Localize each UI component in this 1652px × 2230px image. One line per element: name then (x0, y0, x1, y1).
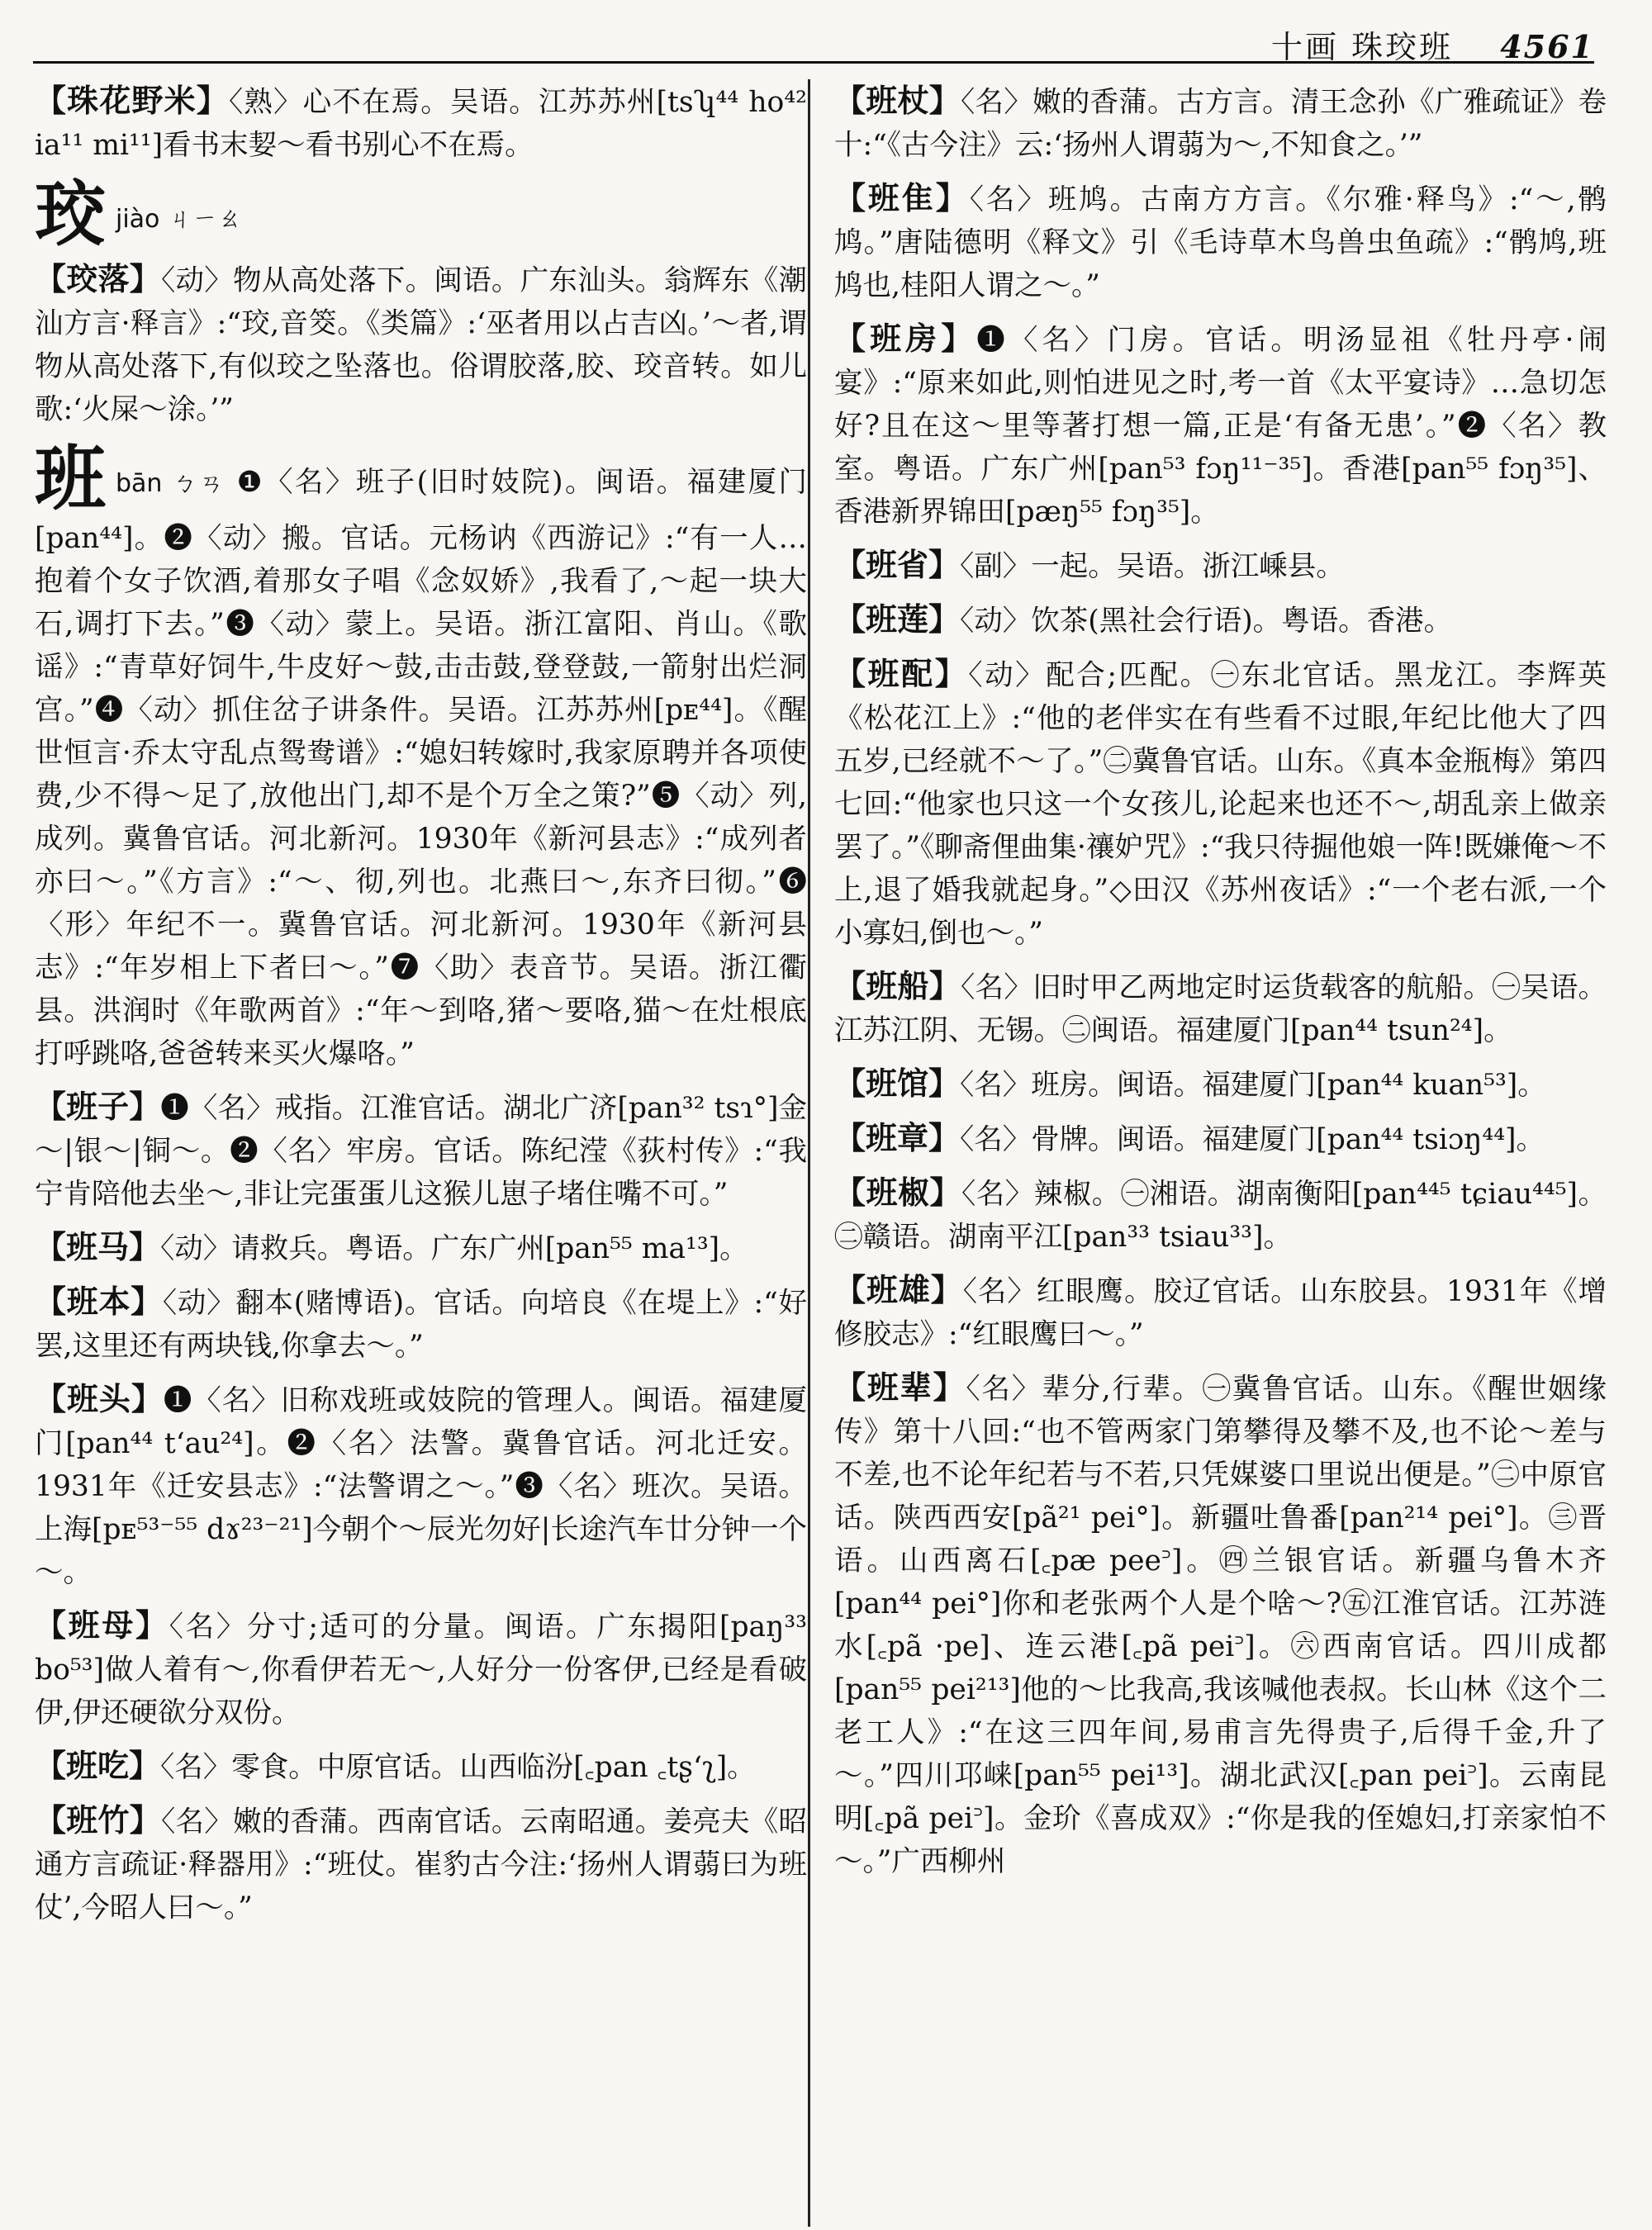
character-entry (35, 437, 807, 1075)
entry-definition: 〈名〉旧时甲乙两地定时运货载客的航船。㊀吴语。江苏江阴、无锡。㊁闽语。福建厦门[pan⁴⁴ tsun²⁴]。 (834, 971, 1607, 1047)
entry-headword: 【班隹】 (834, 179, 970, 216)
entry-headword: 【班竹】 (35, 1801, 162, 1839)
dictionary-entry (834, 79, 1607, 167)
entry-headword: 【班莲】 (834, 600, 961, 638)
dictionary-entry (834, 177, 1607, 307)
entry-definition: 〈名〉班房。闽语。福建厦门[pan⁴⁴ kuan⁵³]。 (960, 1069, 1546, 1102)
dictionary-entry (35, 1604, 807, 1734)
entry-definition: 〈动〉请救兵。粤语。广东广州[pan⁵⁵ ma¹³]。 (160, 1232, 748, 1265)
dictionary-entry (35, 1744, 807, 1789)
dictionary-entry (834, 317, 1607, 534)
entry-headword: 【班馆】 (834, 1065, 961, 1102)
entry-headword: 【班章】 (834, 1119, 961, 1156)
entry-definition: 〈名〉零食。中原官话。山西临汾[꜀pan ꜀tʂ‘ʅ]。 (160, 1751, 756, 1784)
dictionary-entry (834, 543, 1607, 588)
entry-headword: 【班椒】 (834, 1174, 961, 1211)
dictionary-entry (834, 965, 1607, 1052)
entry-definition: 〈动〉物从高处落下。闽语。广东汕头。翁辉东《潮汕方言·释言》:“珓,音筊。《类篇》:‘巫者用以占吉凶。’～者,谓物从高处落下,有似珓之坠落也。俗谓胶落,胶、珓音转。如儿歌:‘火屎～涂。’” (35, 264, 807, 426)
entry-definition: 〈动〉翻本(赌博语)。官话。向培良《在堤上》:“好罢,这里还有两块钱,你拿去～。” (35, 1287, 807, 1363)
entry-definition: 〈名〉辈分,行辈。㊀冀鲁官话。山东。《醒世姻缘传》第十八回:“也不管两家门第攀得及攀不及,也不论～差与不差,也不论年纪若与不若,只凭媒婆口里说出便是。”㊁中原官话。陕西西安[pã²¹ pei°]。新疆吐鲁番[pan²¹⁴ pei°]。㊂晋语。山西离石[꜀pæ pee꜄]。㊃兰银官话。新疆乌鲁木齐[pan⁴⁴ pei°]你和老张两个人是个啥～?㊄江淮官话。江苏涟水[꜀pã ·pe]、连云港[꜀pã pei꜄]。㊅西南官话。四川成都[pan⁵⁵ pei²¹³]他的～比我高,我该喊他表叔。长山林《这个二老工人》:“在这三四年间,易甫言先得贵子,后得千金,升了～。”四川邛崃[pan⁵⁵ pei¹³]。湖北武汉[꜀pan pei꜄]。云南昆明[꜀pã pei꜄]。金玠《喜成双》:“你是我的侄媳妇,打亲家怕不～。”广西柳州 (834, 1373, 1607, 1878)
entry-headword: 【班母】 (35, 1606, 169, 1644)
character-pinyin: bān ㄅㄢ (116, 469, 226, 498)
right-column (834, 79, 1607, 2210)
entry-definition: ❶〈名〉戒指。江淮官话。湖北广济[pan³² tsɿ°]金～|银～|铜～。❷〈名〉牢房。官话。陈纪滢《荻村传》:“我宁肯陪他去坐～,非让完蛋蛋儿这猴儿崽子堵住嘴不可。” (35, 1092, 807, 1211)
entry-definition: 〈名〉骨牌。闽语。福建厦门[pan⁴⁴ tsiɔŋ⁴⁴]。 (960, 1123, 1545, 1156)
entry-headword: 【班省】 (834, 546, 961, 583)
entry-headword: 【班杖】 (834, 82, 961, 119)
left-column (35, 79, 807, 2210)
dictionary-entry (35, 1085, 807, 1216)
dictionary-entry (834, 1062, 1607, 1107)
dictionary-entry (834, 1366, 1607, 1883)
dictionary-entry (35, 1799, 807, 1929)
entry-headword: 【班辈】 (834, 1369, 966, 1406)
entry-headword: 【班配】 (834, 655, 969, 692)
page-header (33, 15, 1594, 64)
entry-definition: 〈副〉一起。吴语。浙江嵊县。 (960, 550, 1345, 583)
dictionary-entry (35, 1280, 807, 1368)
head-character: 班 (35, 437, 106, 520)
entry-definition: 〈熟〉心不在焉。吴语。江苏苏州[tsʮ⁴⁴ ho⁴² ia¹¹ mi¹¹]看书末㛃～看书别心不在焉。 (35, 86, 807, 162)
dictionary-entry (834, 652, 1607, 955)
character-pinyin: jiào ㄐㄧㄠ (116, 205, 242, 234)
dictionary-entry (834, 1171, 1607, 1259)
entry-definition: 〈名〉红眼鹰。胶辽官话。山东胶县。1931年《增修胶志》:“红眼鹰曰～。” (834, 1275, 1607, 1351)
dictionary-entry (834, 1117, 1607, 1161)
column-divider (808, 79, 810, 2227)
entry-definition: 〈动〉饮茶(黑社会行语)。粤语。香港。 (960, 605, 1453, 638)
page-number: 4561 (1500, 28, 1594, 65)
entry-headword: 【班子】 (35, 1088, 161, 1125)
entry-definition: 〈名〉班鸠。古南方方言。《尔雅·释鸟》:“～,鹘鸠。”唐陆德明《释文》引《毛诗草木鸟兽虫鱼疏》:“鹘鸠,班鸠也,桂阳人谓之～。” (834, 183, 1607, 302)
dictionary-entry (35, 258, 807, 431)
entry-headword: 【班头】 (35, 1380, 164, 1417)
entry-definition: 〈名〉辣椒。㊀湘语。湖南衡阳[pan⁴⁴⁵ tɕiau⁴⁴⁵]。㊁赣语。湖南平江[pan³³ tsiau³³]。 (834, 1178, 1607, 1254)
entry-headword: 【班本】 (35, 1283, 163, 1320)
entry-headword: 【班房】 (834, 320, 977, 357)
entry-headword: 【班吃】 (35, 1747, 161, 1784)
dictionary-entry (35, 1378, 807, 1594)
header-right (1271, 21, 1594, 67)
entry-definition: ❶〈名〉旧称戏班或妓院的管理人。闽语。福建厦门[pan⁴⁴ t‘au²⁴]。❷〈名〉法警。冀鲁官话。河北迁安。1931年《迁安县志》:“法警谓之～。”❸〈名〉班次。吴语。上海[pᴇ⁵³⁻⁵⁵ dɤ²³⁻²¹]今朝个～辰光勿好|长途汽车廿分钟一个～。 (35, 1384, 807, 1589)
entry-headword: 【班船】 (834, 967, 961, 1004)
entry-headword: 【班马】 (35, 1228, 161, 1265)
dictionary-entry (35, 1226, 807, 1270)
entry-definition: 〈动〉配合;匹配。㊀东北官话。黑龙江。李辉英《松花江上》:“他的老伴实在有些看不过眼,年纪比他大了四五岁,已经就不～了。”㊁冀鲁官话。山东。《真本金瓶梅》第四七回:“他家也只这一个女孩儿,论起来也还不～,胡乱亲上做亲罢了。”《聊斋俚曲集·禳妒咒》:“我只待掘他娘一阵!既嫌俺～不上,退了婚我就起身。”◇田汉《苏州夜话》:“一个老右派,一个小寡妇,倒也～。” (834, 659, 1607, 950)
entry-headword: 【珠花野米】 (35, 82, 229, 119)
entry-definition: ❶〈名〉门房。官话。明汤显祖《牡丹亭·闹宴》:“原来如此,则怕进见之时,考一首《太平宴诗》…急切怎好?且在这～里等著打想一篇,正是‘有备无患’。”❷〈名〉教室。粤语。广东广州[pan⁵³ fɔŋ¹¹⁻³⁵]。香港[pan⁵⁵ fɔŋ³⁵]、香港新界锦田[pæŋ⁵⁵ fɔŋ³⁵]。 (834, 324, 1607, 529)
entry-definition: ❶〈名〉班子(旧时妓院)。闽语。福建厦门[pan⁴⁴]。❷〈动〉搬。官话。元杨讷《西游记》:“有一人…抱着个女子饮酒,着那女子唱《念奴娇》,我看了,～起一块大石,调打下去。”❸〈动〉蒙上。吴语。浙江富阳、肖山。《歌谣》:“青草好饲牛,牛皮好～鼓,击击鼓,登登鼓,一箭射出烂洞宫。”❹〈动〉抓住岔子讲条件。吴语。江苏苏州[pᴇ⁴⁴]。《醒世恒言·乔太守乱点鸳鸯谱》:“媳妇转嫁时,我家原聘并各项使费,少不得～足了,放他出门,却不是个万全之策?”❺〈动〉列,成列。冀鲁官话。河北新河。1930年《新河县志》:“成列者亦曰～。”《方言》:“～、彻,列也。北燕曰～,东齐曰彻。”❻〈形〉年纪不一。冀鲁官话。河北新河。1930年《新河县志》:“年岁相上下者曰～。”❼〈助〉表音节。吴语。浙江衢县。洪润时《年歌两首》:“年～到咯,猪～要咯,猫～在灶根底打呼跳咯,爸爸转来买火爆咯。” (35, 466, 807, 1070)
entry-definition: 〈名〉嫩的香蒲。西南官话。云南昭通。姜亮夫《昭通方言疏证·释器用》:“班仗。崔豹古今注:‘扬州人谓蒻曰为班仗’,今昭人曰～。” (35, 1805, 807, 1924)
dictionary-entry (834, 598, 1607, 643)
entry-definition: 〈名〉分寸;适可的分量。闽语。广东揭阳[paŋ³³ bo⁵³]做人着有～,你看伊若无～,人好分一份客伊,已经是看破伊,伊还硬欲分双份。 (35, 1611, 807, 1729)
character-heading (35, 173, 807, 256)
entry-headword: 【珓落】 (35, 260, 162, 297)
entry-headword: 【班雄】 (834, 1271, 963, 1308)
dictionary-entry (35, 79, 807, 167)
head-character: 珓 (35, 173, 106, 256)
entry-definition: 〈名〉嫩的香蒲。古方言。清王念孙《广雅疏证》卷十:“《古今注》云:‘扬州人谓蒻为～,不知食之。’” (834, 86, 1607, 162)
dictionary-entry (834, 1269, 1607, 1356)
section-title: 十画 珠珓班 (1271, 29, 1454, 65)
